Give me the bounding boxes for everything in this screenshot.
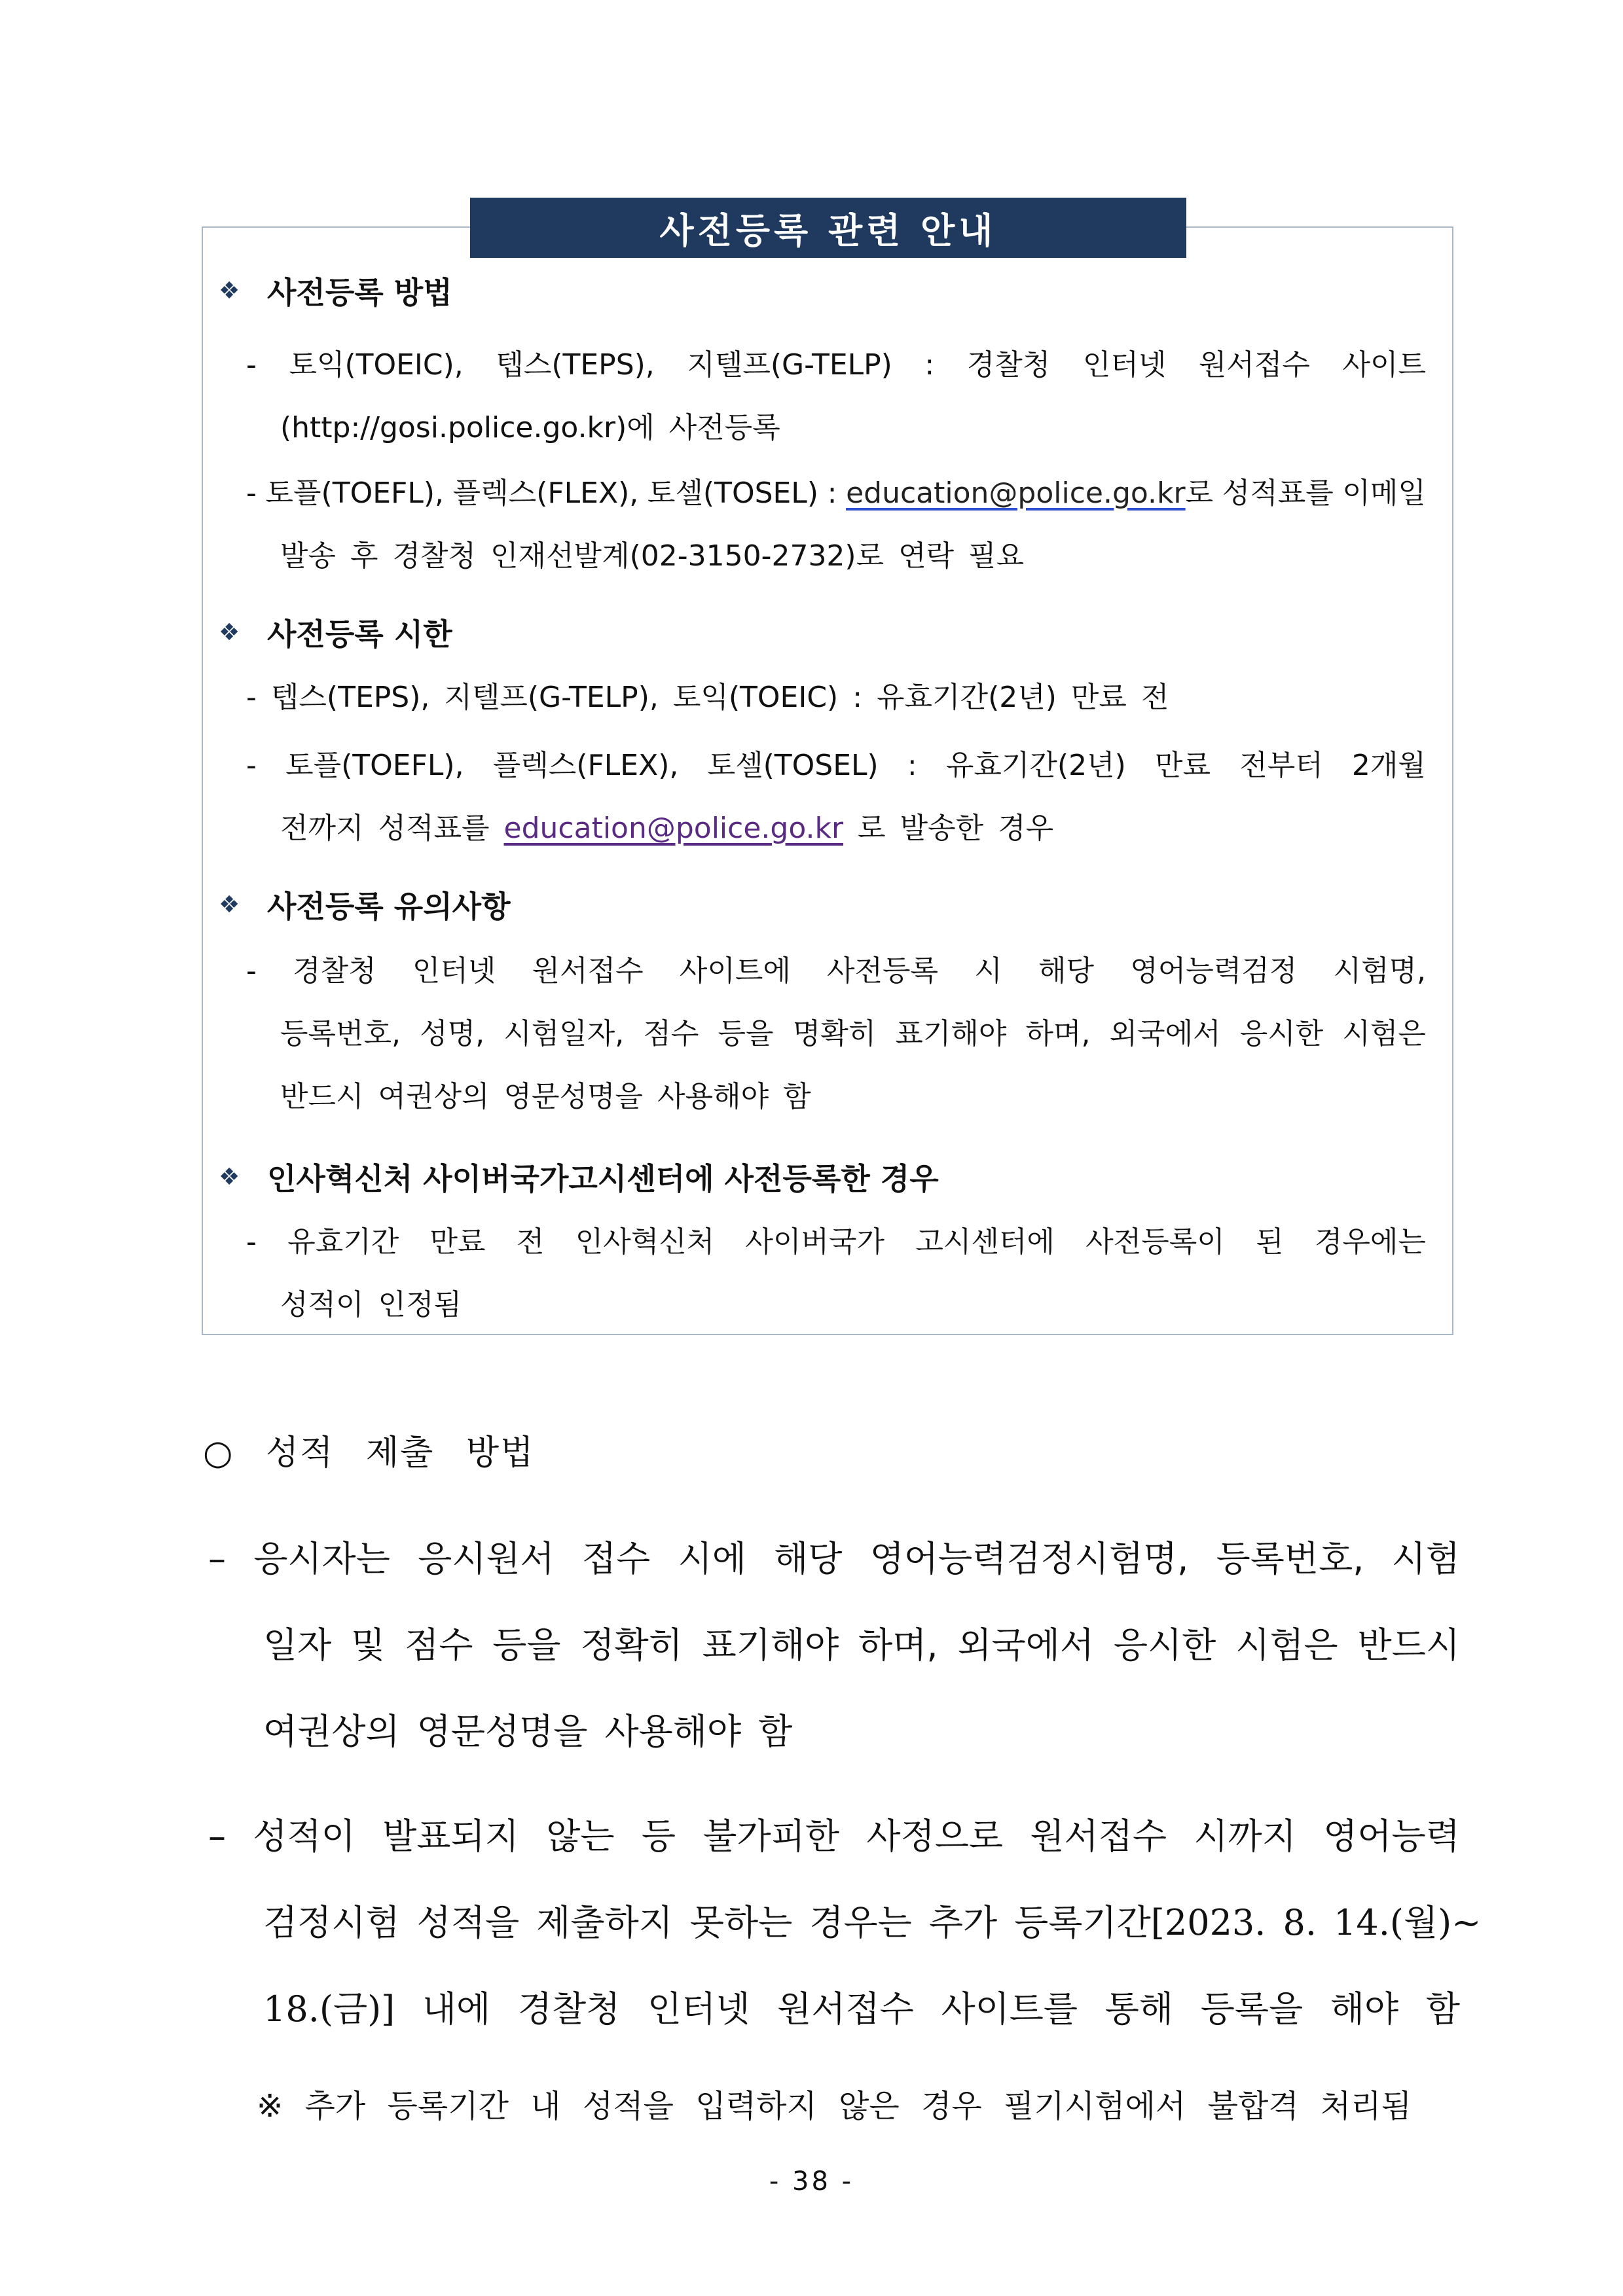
list-item <box>246 462 1426 588</box>
registration-period-start: 등록기간[2023. <box>1014 1902 1266 1943</box>
word: 인정됨 <box>378 1288 462 1321</box>
word: 로 <box>1185 476 1214 510</box>
list-item <box>246 734 1426 860</box>
word: 응시원서 <box>418 1538 555 1579</box>
dash-bullet: – <box>208 1538 226 1579</box>
word: 사이트 <box>1342 348 1426 382</box>
word: 로 <box>858 812 886 845</box>
dash-bullet: - <box>246 1225 257 1259</box>
word: 플렉스(FLEX), <box>452 476 639 510</box>
circle-bullet-icon: ○ <box>203 1433 234 1473</box>
word: 후 <box>350 539 378 573</box>
diamond-bullet-icon: ❖ <box>219 619 240 646</box>
word: 사용해야 <box>657 1080 769 1113</box>
dash-bullet: - <box>246 476 257 510</box>
item-line <box>246 462 1426 525</box>
word: 성적이 <box>280 1288 364 1321</box>
word: 필요 <box>968 539 1025 573</box>
word: 원서접수 <box>1030 1816 1167 1857</box>
word: 전부터 <box>1239 749 1323 782</box>
word: 함 <box>1425 1988 1460 2030</box>
word: 사정으로 <box>866 1816 1004 1857</box>
word: 토익(TOEIC) <box>672 681 839 714</box>
word: 검정시험 <box>263 1902 400 1943</box>
item-line <box>246 666 1426 729</box>
item-line <box>246 734 1426 797</box>
word: 경우에는 <box>1314 1225 1426 1259</box>
word: 인터넷 <box>412 954 496 988</box>
paragraph-line <box>208 1602 1460 1689</box>
word: 점수 <box>643 1017 699 1050</box>
word: 사이트에 <box>679 954 791 988</box>
word: 내에 <box>422 1988 491 2030</box>
word: 만료 <box>1154 749 1211 782</box>
word: 원서접수 <box>777 1988 914 2030</box>
word: 함 <box>783 1080 811 1113</box>
notice-title: 사전등록 관련 안내 <box>470 198 1186 258</box>
word: 정확히 <box>580 1624 683 1666</box>
word: 토익(TOEIC), <box>289 348 464 382</box>
word: 이메일 <box>1342 476 1426 510</box>
word: 시까지 <box>1194 1816 1296 1857</box>
word: 시험은 <box>1342 1017 1426 1050</box>
section-heading-text: 사전등록 시한 <box>267 617 452 652</box>
word: 만료 <box>1070 681 1127 714</box>
list-item <box>246 666 1426 729</box>
word: 하며, <box>1025 1017 1091 1050</box>
email-link[interactable]: education@police.go.kr <box>846 476 1186 510</box>
word: 발송 <box>280 539 337 573</box>
item-line <box>246 334 1426 397</box>
word: 여권상의 <box>378 1080 490 1113</box>
word: (http://gosi.police.go.kr)에 <box>280 411 655 444</box>
word: 추가 <box>304 2088 366 2125</box>
list-item <box>246 940 1426 1128</box>
word: 불가피한 <box>702 1816 840 1857</box>
word: 텝스(TEPS), <box>496 348 655 382</box>
word: 사전등록 <box>668 411 780 444</box>
word: 불합격 <box>1207 2088 1299 2125</box>
word: 등 <box>641 1816 676 1857</box>
word: : <box>827 476 837 510</box>
word: 시 <box>974 954 1002 988</box>
section-heading-text: 사전등록 유의사항 <box>267 889 511 924</box>
word: 시험명, <box>1333 954 1426 988</box>
word: 플렉스(FLEX), <box>492 749 679 782</box>
email-link[interactable]: education@police.go.kr <box>503 812 844 845</box>
item-line <box>246 940 1426 1003</box>
word: 경우는 <box>809 1902 912 1943</box>
word: 성적표를 <box>1222 476 1334 510</box>
word: 접수 <box>582 1538 651 1579</box>
dash-bullet: – <box>208 1816 226 1857</box>
word: 인터넷 <box>647 1988 750 2030</box>
reference-mark-icon: ※ <box>257 2088 283 2125</box>
word: 원서접수 <box>1198 348 1310 382</box>
word: 일자 <box>263 1624 332 1666</box>
dash-bullet: - <box>246 348 257 382</box>
item-line <box>246 1003 1426 1066</box>
diamond-bullet-icon: ❖ <box>219 1163 240 1191</box>
word: 등록기간 <box>387 2088 509 2125</box>
section-heading-text: 인사혁신처 사이버국가고시센터에 사전등록한 경우 <box>267 1161 939 1196</box>
word: 영어능력 <box>1323 1816 1460 1857</box>
word: 인터넷 <box>1082 348 1167 382</box>
word: 토플(TOEFL), <box>285 749 464 782</box>
paragraph-line <box>208 1966 1460 2053</box>
item-line <box>246 797 1426 860</box>
word: 등을 <box>718 1017 774 1050</box>
word: 원서접수 <box>532 954 644 988</box>
word: 된 <box>1256 1225 1284 1259</box>
word: 지텔프(G-TELP) <box>687 348 892 382</box>
page-number: - 38 - <box>769 2166 854 2197</box>
word: 유효기간(2년) <box>877 681 1057 714</box>
word: 영문성명을 <box>416 1711 588 1752</box>
word: 표기해야 <box>895 1017 1007 1050</box>
paragraph-applicant-entry <box>208 1516 1460 1775</box>
word: 전 <box>516 1225 545 1259</box>
list-item <box>246 1211 1426 1336</box>
word: : <box>924 348 935 382</box>
word: 사전등록 <box>827 954 939 988</box>
word: 통해 <box>1104 1988 1174 2030</box>
section-heading-registration-method <box>219 264 1450 317</box>
word: 시험은 <box>1235 1624 1338 1666</box>
word: : <box>852 681 863 714</box>
word: 텝스(TEPS), <box>270 681 430 714</box>
word: 명확히 <box>792 1017 877 1050</box>
word: 함 <box>758 1711 793 1752</box>
word: 인사혁신처 <box>575 1225 715 1259</box>
word: 성적표를 <box>378 812 490 845</box>
email-with-suffix <box>846 462 1213 525</box>
word: 처리됨 <box>1320 2088 1412 2125</box>
word: 영문성명을 <box>503 1080 644 1113</box>
word: 전 <box>1140 681 1169 714</box>
word: 필기시험에서 <box>1004 2088 1186 2125</box>
word: 등을 <box>492 1624 561 1666</box>
word: 외국에서 <box>1109 1017 1221 1050</box>
email-with-suffix <box>504 797 886 860</box>
word: 입력하지 <box>695 2088 817 2125</box>
word: 시에 <box>678 1538 746 1579</box>
word: 연락 <box>898 539 955 573</box>
section-heading-text: 사전등록 방법 <box>267 275 452 310</box>
word: 고시센터에 <box>915 1225 1055 1259</box>
word: 시험일자, <box>503 1017 625 1050</box>
word: 표기해야 <box>702 1624 839 1666</box>
word: 점수 <box>405 1624 473 1666</box>
word: 등록번호, <box>280 1017 401 1050</box>
word: 제출하지 <box>536 1902 673 1943</box>
dash-bullet: - <box>246 954 257 988</box>
word: 못하는 <box>689 1902 793 1943</box>
section-heading-registration-notes <box>219 878 1450 931</box>
word: 전까지 <box>280 812 364 845</box>
item-line <box>246 525 1426 588</box>
paragraph-line <box>208 1880 1482 1966</box>
word: 해당 <box>1038 954 1095 988</box>
word: 유효기간 <box>287 1225 399 1259</box>
word: 사이트를 <box>941 1988 1078 2030</box>
word: 토플(TOEFL), <box>265 476 444 510</box>
section-heading-registration-deadline <box>219 606 1450 658</box>
diamond-bullet-icon: ❖ <box>219 891 240 918</box>
word: 2개월 <box>1351 749 1426 782</box>
word: 시험 <box>1391 1538 1460 1579</box>
word: 외국에서 <box>957 1624 1095 1666</box>
paragraph-line <box>208 1793 1460 1880</box>
word: 발송한 <box>900 812 984 845</box>
section-heading-cyber-center <box>219 1151 1450 1203</box>
item-line <box>246 397 1426 459</box>
word: 응시자는 <box>253 1538 390 1579</box>
paragraph-line <box>208 1689 1460 1775</box>
paragraph-line <box>208 1516 1460 1602</box>
word: 발표되지 <box>382 1816 519 1857</box>
word: 성명, <box>420 1017 485 1050</box>
word: 인재선발계(02-3150-2732)로 <box>490 539 884 573</box>
word: 하며, <box>858 1624 938 1666</box>
word: 사용해야 <box>604 1711 742 1752</box>
dash-bullet: - <box>246 681 257 714</box>
item-line <box>246 1274 1426 1336</box>
word: 경우 <box>998 812 1054 845</box>
word: 및 <box>351 1624 386 1666</box>
item-line <box>246 1211 1426 1274</box>
diamond-bullet-icon: ❖ <box>219 277 240 304</box>
word: 방법 <box>465 1433 535 1473</box>
word: 등록을 <box>1200 1988 1304 2030</box>
word: 만료 <box>429 1225 486 1259</box>
word: 영어능력검정시험명, <box>869 1538 1189 1579</box>
word: 토셀(TOSEL) <box>707 749 879 782</box>
word: 경우 <box>921 2088 982 2125</box>
word: 반드시 <box>280 1080 364 1113</box>
word: 해야 <box>1330 1988 1399 2030</box>
word: 성적 <box>265 1433 335 1473</box>
word: 성적을 <box>582 2088 674 2125</box>
word: 경찰청 <box>517 1988 621 2030</box>
list-item <box>246 334 1426 459</box>
word: 경찰청 <box>293 954 376 988</box>
word: 응시한 <box>1239 1017 1324 1050</box>
word: 제출 <box>365 1433 435 1473</box>
word: 성적을 <box>416 1902 520 1943</box>
word: 사전등록이 <box>1085 1225 1225 1259</box>
word: 반드시 <box>1357 1624 1460 1666</box>
word: 응시한 <box>1113 1624 1216 1666</box>
word: 성적이 <box>253 1816 356 1857</box>
word: 경찰청 <box>392 539 477 573</box>
word: 내 <box>530 2088 561 2125</box>
word: 영어능력검정 <box>1130 954 1298 988</box>
item-line <box>246 1066 1426 1128</box>
word: 않는 <box>546 1816 615 1857</box>
word: 14.(월)~ <box>1334 1902 1482 1943</box>
word: 등록번호, <box>1216 1538 1364 1579</box>
word: 사이버국가 <box>745 1225 885 1259</box>
registration-period-end: 18.(금)] <box>263 1988 395 2030</box>
word: : <box>907 749 917 782</box>
word: 여권상의 <box>263 1711 400 1752</box>
score-method-heading <box>203 1420 534 1486</box>
word: 8. <box>1283 1902 1317 1943</box>
word: 경찰청 <box>966 348 1051 382</box>
word: 유효기간(2년) <box>945 749 1126 782</box>
word: 추가 <box>928 1902 998 1943</box>
word: 않은 <box>839 2088 900 2125</box>
word: 해당 <box>774 1538 843 1579</box>
paragraph-additional-registration <box>208 1793 1482 2053</box>
word: 지텔프(G-TELP), <box>444 681 659 714</box>
dash-bullet: - <box>246 749 257 782</box>
note-failure-warning <box>257 2073 1412 2139</box>
word: 토셀(TOSEL) <box>647 476 818 510</box>
